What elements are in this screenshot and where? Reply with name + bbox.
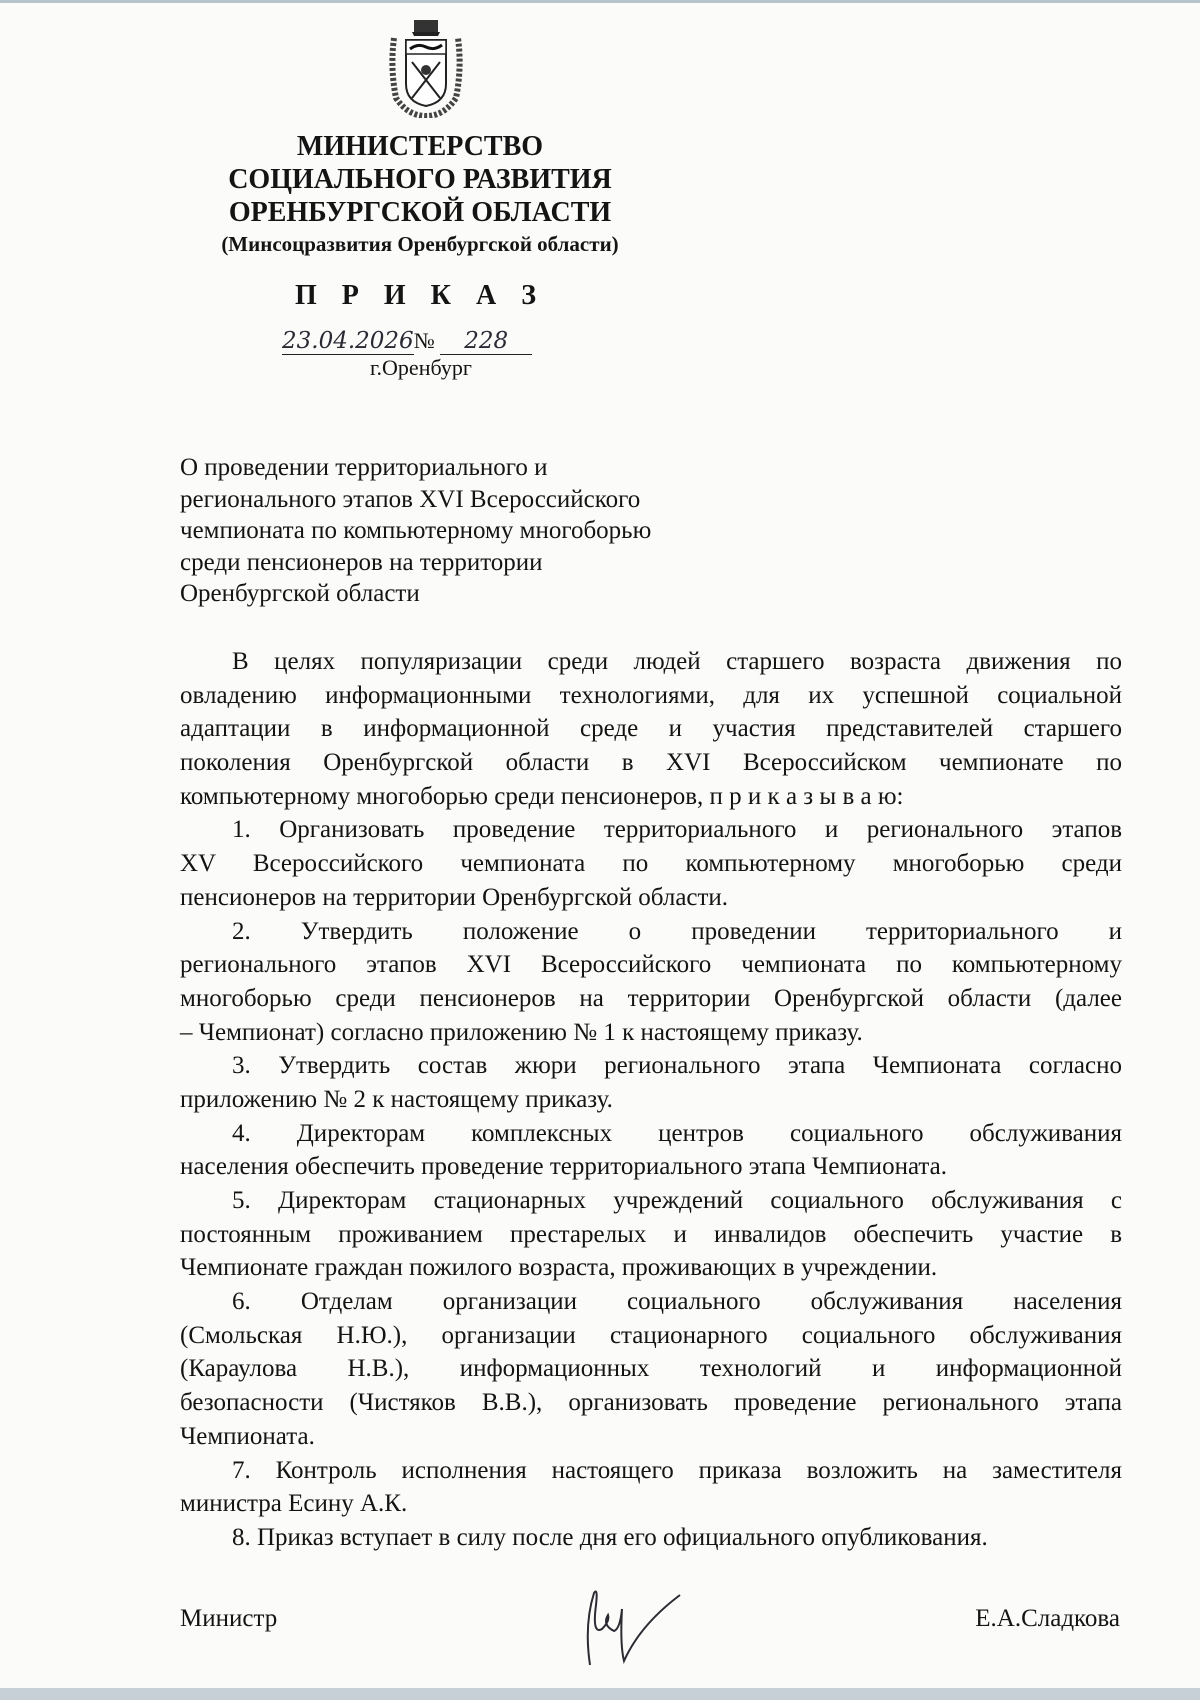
paragraph-line: министра Есину А.К. [180,1490,408,1518]
paragraph-line: 4. Директорам комплексных центров социального обслуживания [232,1119,1122,1147]
paragraph-line: 1. Организовать проведение территориального и регионального этапов [232,816,1122,844]
paragraph-line: населения обеспечить проведение территориального этапа Чемпионата. [180,1153,947,1181]
paragraph-line: 8. Приказ вступает в силу после дня его официального опубликования. [232,1523,988,1551]
order-subject [180,452,651,610]
paragraph-line: (Караулова Н.В.), информационных технологий и информационной [180,1355,1122,1383]
order-city: г.Оренбург [370,355,472,380]
document-type-title: П Р И К А З [295,280,545,311]
paragraph-line: овладению информационными технологиями, для их успешной социальной [180,681,1122,709]
number-sign: № [413,328,435,353]
paragraph-line: поколения Оренбургской области в XVI Всероссийском чемпионате по [180,749,1122,777]
ministry-name-line: ОРЕНБУРГСКОЙ ОБЛАСТИ [228,197,612,228]
paragraph [180,1285,1122,1453]
paragraph-line: В целях популяризации среди людей старшего возраста движения по [232,648,1122,675]
paragraph-line: адаптации в информационной среде и участия представителей старшего [180,715,1122,743]
subject-line: регионального этапов XVI Всероссийского [180,485,641,513]
paragraph-line: постоянным проживанием престарелых и инвалидов обеспечить участие в [180,1220,1122,1248]
paragraph-line: Чемпионате граждан пожилого возраста, проживающих в учреждении. [180,1254,938,1282]
paragraph-line: компьютерному многоборью среди пенсионеров, п р и к а з ы в а ю: [180,782,904,810]
paragraph [180,915,1122,1050]
subject-line: О проведении территориального и [180,454,548,481]
scan-bottom-edge [0,1688,1200,1700]
paragraph [180,1184,1122,1285]
scan-top-edge [0,0,1200,3]
paragraph-line: – Чемпионат) согласно приложению № 1 к настоящему приказу. [180,1018,863,1046]
paragraph-line: 6. Отделам организации социального обслуживания населения [232,1288,1122,1316]
paragraph [180,1049,1122,1116]
paragraph [180,645,1122,813]
signatory-name: Е.А.Сладкова [975,1605,1120,1632]
signatory-position: Министр [180,1605,278,1632]
paragraph-line: Чемпионата. [180,1422,315,1450]
paragraph-line: XV Всероссийского чемпионата по компьютерному многоборью среди [180,850,1122,878]
handwritten-signature [580,1585,690,1675]
paragraph-line: безопасности (Чистяков В.В.), организовать проведение регионального этапа [180,1389,1122,1417]
paragraph-line: 2. Утвердить положение о проведении территориального и [232,917,1122,945]
order-date: 23.04.2026 [282,328,414,354]
ministry-name-line: МИНИСТЕРСТВО [296,131,544,162]
paragraph [180,1521,1122,1555]
ministry-name [170,130,670,229]
paragraph [180,1454,1122,1521]
paragraph-line: многоборью среди пенсионеров на территории Оренбургской области (далее [180,984,1122,1012]
paragraph-line: регионального этапов XVI Всероссийского чемпионата по компьютерному [180,951,1122,979]
paragraph-line: 5. Директорам стационарных учреждений социального обслуживания с [232,1187,1122,1214]
paragraph [180,1117,1122,1184]
paragraph-line: приложению № 2 к настоящему приказу. [180,1085,613,1113]
paragraph [180,813,1122,914]
coat-of-arms-icon [388,18,464,118]
paragraph-line: (Смольская Н.Ю.), организации стационарного социального обслуживания [180,1321,1122,1349]
order-body [180,645,1122,1555]
subject-line: чемпионата по компьютерному многоборью [180,517,652,544]
ministry-short-name: (Минсоцразвития Оренбургской области) [221,232,619,256]
subject-line: среди пенсионеров на территории [180,548,543,576]
order-date-number [282,328,532,355]
paragraph-line: 3. Утвердить состав жюри регионального этапа Чемпионата согласно [232,1052,1122,1080]
ministry-name-line: СОЦИАЛЬНОГО РАЗВИТИЯ [228,164,612,195]
paragraph-line: пенсионеров на территории Оренбургской области. [180,883,729,911]
paragraph-line: 7. Контроль исполнения настоящего приказа возложить на заместителя [232,1456,1122,1484]
order-number: 228 [440,328,532,355]
subject-line: Оренбургской области [180,580,420,607]
